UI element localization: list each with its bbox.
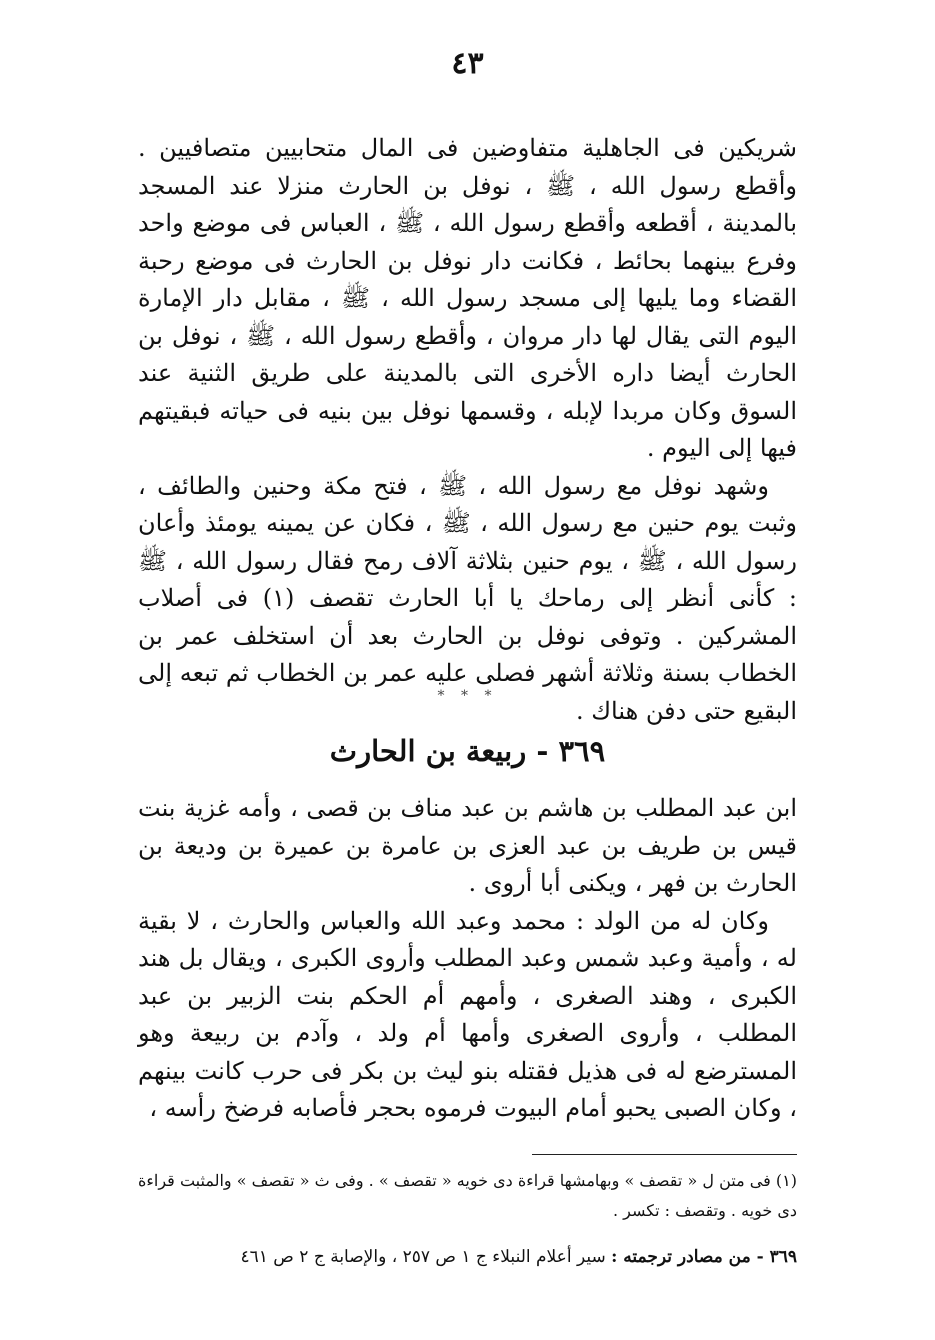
footnote-rule [532,1154,797,1155]
paragraph: ابن عبد المطلب بن هاشم بن عبد مناف بن قصى ، وأمه غزية بنت قيس بن طريف بن عبد العزى بن عامرة بن عميرة بن وديعة بن الحارث بن فهر ، ويكنى أبا أروى . [138,794,797,897]
paragraph: شريكين فى الجاهلية متفاوضين فى المال متحابيين متصافيين . وأقطع رسول الله ، ﷺ ، نوفل بن الحارث منزلا عند المسجد بالمدينة ، أقطعه وأقطع رسول الله ، ﷺ ، العباس فى موضع واحد وفرع بينهما بحائط ، فكانت دار نوفل بن الحارث فى موضع رحبة القضاء وما يليها إلى مسجد رسول الله ، ﷺ ، مقابل دار الإمارة اليوم التى يقال لها دار مروان ، وأقطع رسول الله ، ﷺ ، نوفل بن الحارث أيضا داره الأخرى التى بالمدينة على طريق الثنية عند السوق وكان مربدا لإبله ، وقسمها نوفل بين بنيه فى حياته فبقيتهم فيها إلى اليوم . [138,134,797,462]
section-divider: * * * [437,688,498,704]
section-nawfal-text [138,130,797,730]
entry-heading: ٣٦٩ - ربيعة بن الحارث [329,734,606,768]
section-rabia-text [138,790,797,1128]
sources-label: ٣٦٩ - من مصادر ترجمته : [611,1247,797,1267]
sources-line [138,1243,797,1271]
paragraph: وشهد نوفل مع رسول الله ، ﷺ ، فتح مكة وحنين والطائف ، وثبت يوم حنين مع رسول الله ، ﷺ ، فكان عن يمينه يومئذ وأعان رسول الله ، ﷺ ، يوم حنين بثلاثة آلاف رمح فقال رسول الله ، ﷺ : كأنى أنظر إلى رماحك يا أبا الحارث تقصف (١) فى أصلاب المشركين . وتوفى نوفل بن الحارث بعد أن استخلف عمر بن الخطاب بسنة وثلاثة أشهر فصلى عليه عمر بن الخطاب ثم تبعه إلى البقيع حتى دفن هناك . [138,471,797,725]
paragraph: وكان له من الولد : محمد وعبد الله والعباس والحارث ، لا بقية له ، وأمية وعبد شمس وعبد المطلب وأروى الكبرى ، ويقال بل هند الكبرى ، وهند الصغرى ، وأمهم أم الحكم بنت الزبير بن عبد المطلب ، وأروى الصغرى وأمها أم ولد ، وآدم بن ربيعة وهو المسترضع له فى هذيل فقتله بنو ليث بن بكر فى حرب كانت بينهم ، وكان الصبى يحبو أمام البيوت فرموه بحجر فأصابه فرضخ رأسه ، [138,906,797,1122]
footnote: (١) فى متن ل « تقصف » وبهامشها قراءة دى خويه « تقصف » . وفى ث « تقصف » والمثبت قراءة دى خويه . وتقصف : تكسر . [138,1171,797,1220]
sources-text: سير أعلام النبلاء ج ١ ص ٢٥٧ ، والإصابة ج ٢ ص ٤٦١ [240,1247,606,1267]
page-number: ٤٣ [451,46,484,81]
